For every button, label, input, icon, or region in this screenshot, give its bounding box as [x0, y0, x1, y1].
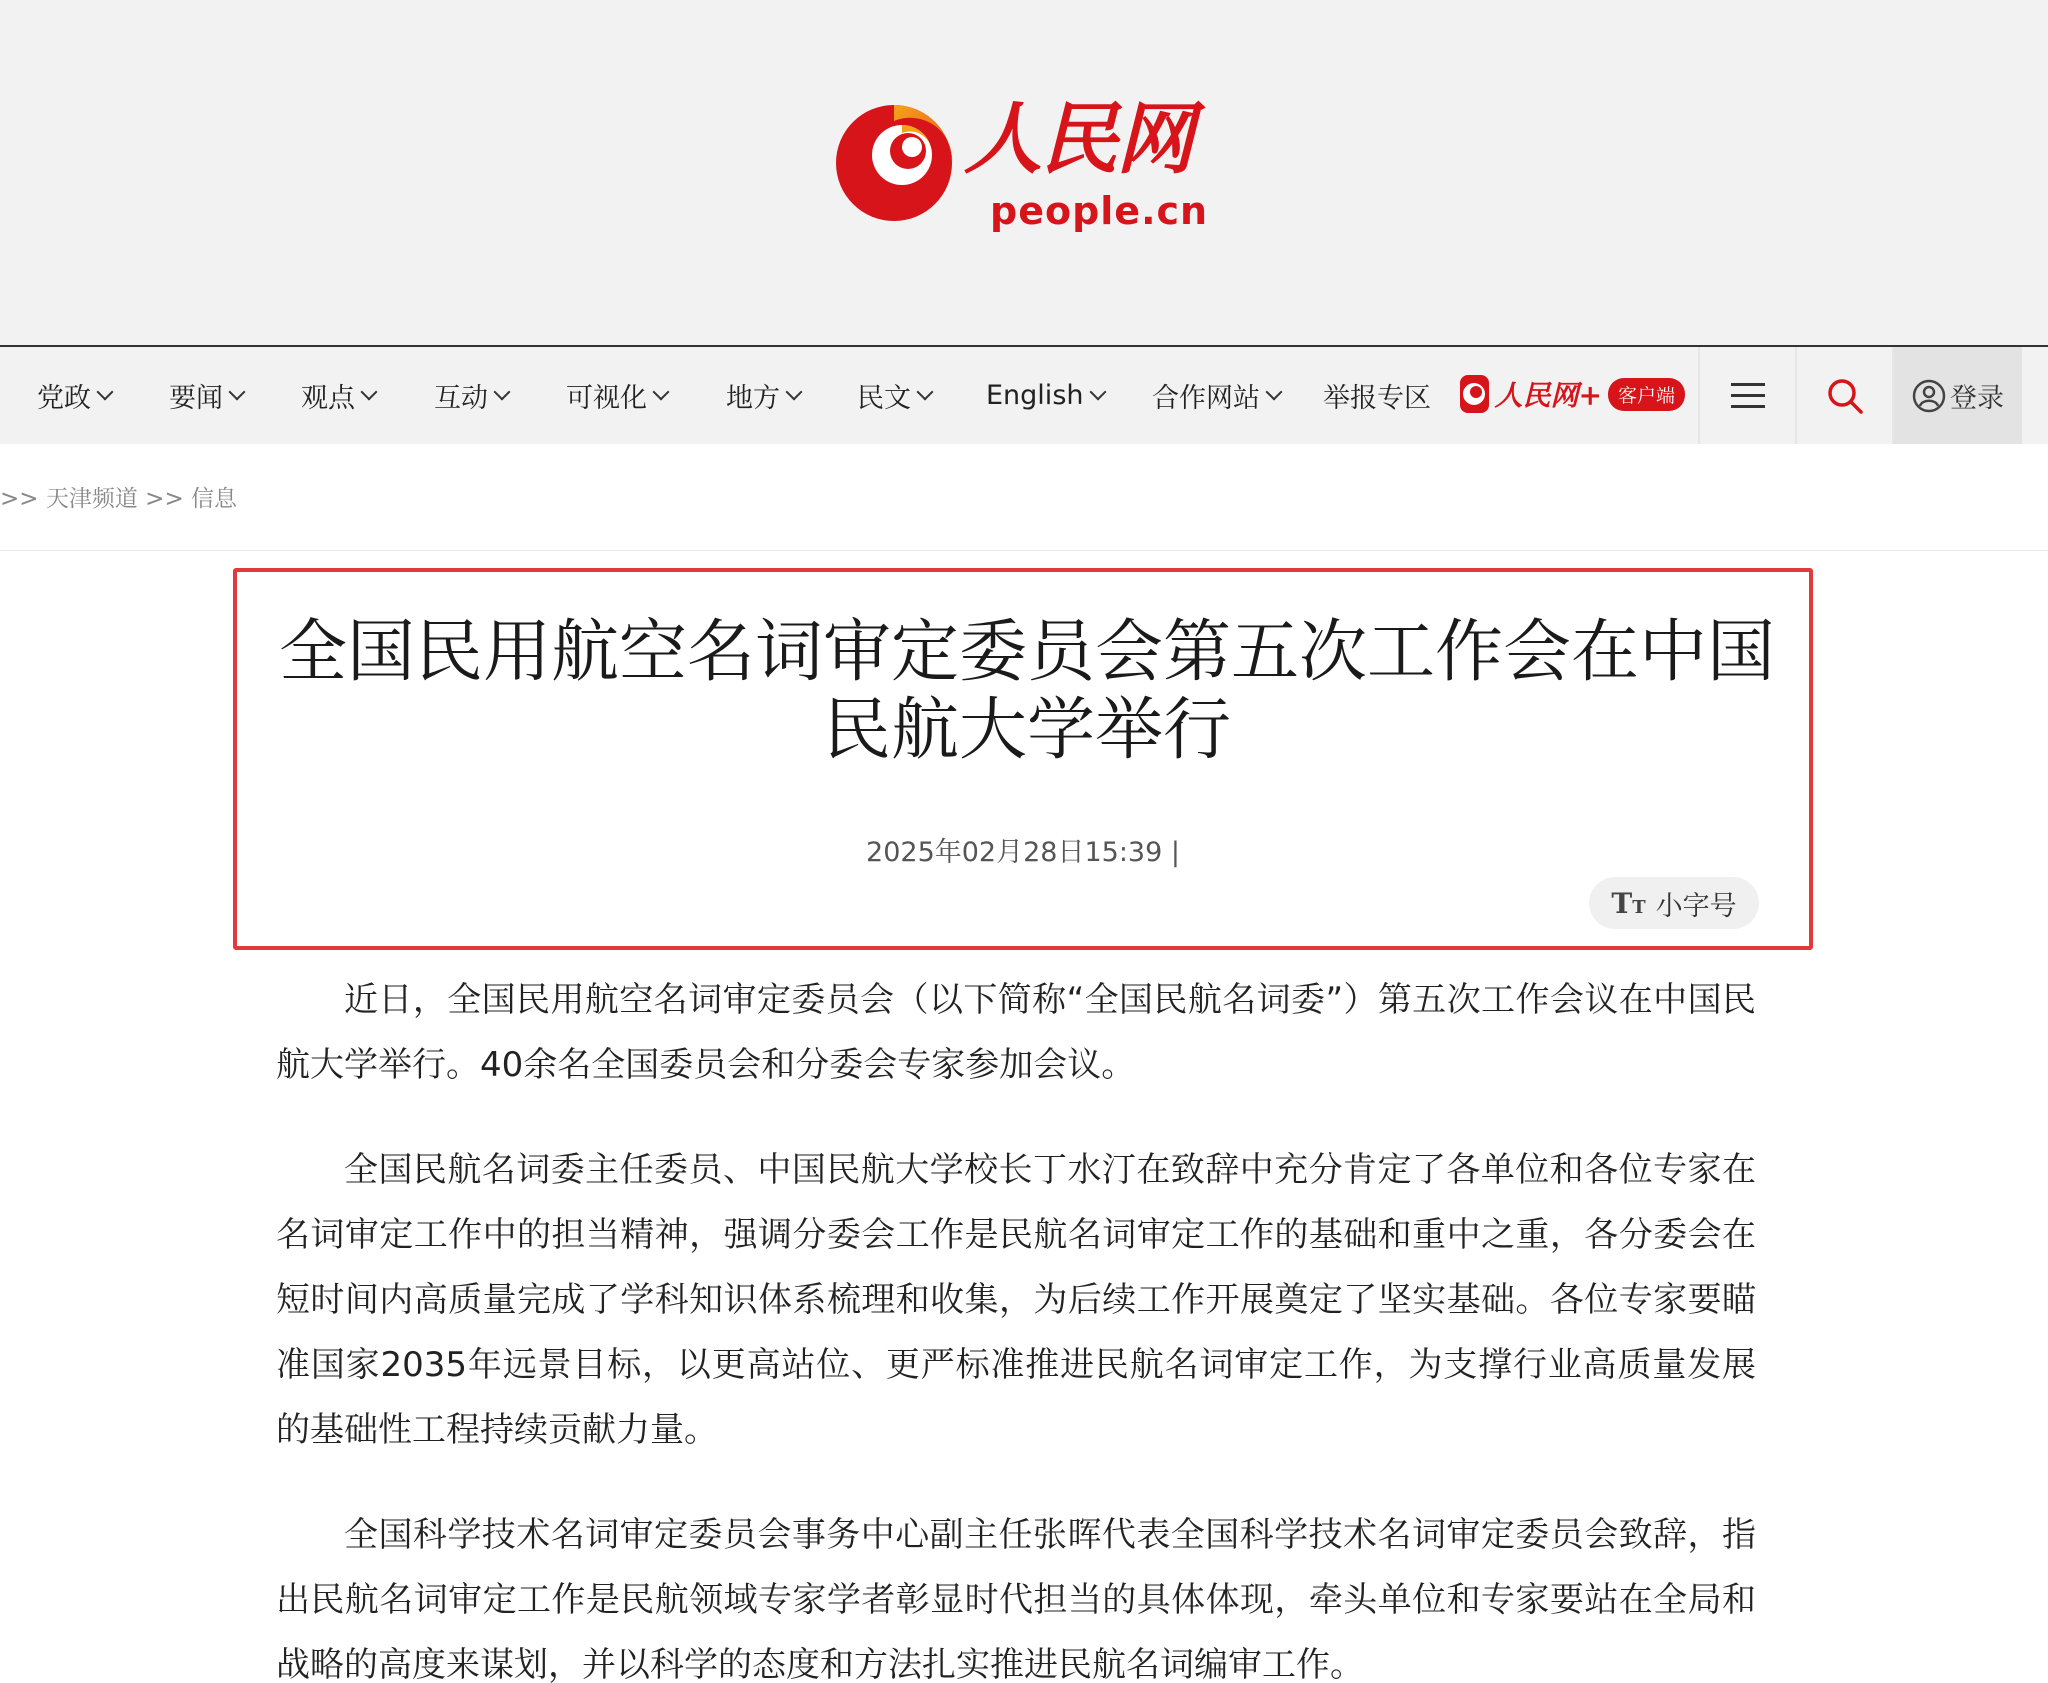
article-paragraph: 近日，全国民用航空名词审定委员会（以下简称“全国民航名词委”）第五次工作会议在中国民航大学举行。40余名全国委员会和分委会专家参加会议。	[276, 980, 1756, 1085]
nav-item-hezuo[interactable]	[1152, 347, 1280, 444]
nav-item-label: 互动	[434, 383, 488, 414]
logo-wordmark: 人民网	[964, 94, 1193, 185]
nav-item-english[interactable]	[986, 347, 1104, 444]
login-label: 登录	[1950, 383, 2004, 414]
main-nav	[0, 345, 2048, 444]
nav-item-difang[interactable]	[726, 347, 800, 444]
app-name: 人民网+	[1494, 379, 1602, 412]
nav-item-label: 党政	[37, 383, 91, 414]
nav-item-label: 举报专区	[1323, 383, 1431, 414]
chevron-down-icon	[1266, 383, 1283, 400]
nav-item-label: 要闻	[169, 383, 223, 414]
chevron-down-icon	[494, 383, 511, 400]
nav-item-label: English	[986, 380, 1084, 411]
article-paragraph: 全国民航名词委主任委员、中国民航大学校长丁水汀在致辞中充分肯定了各单位和各位专家在名词审定工作中的担当精神，强调分委会工作是民航名词审定工作的基础和重中之重，各分委会在短时间内高质量完成了学科知识体系梳理和收集，为后续工作开展奠定了坚实基础。各位专家要瞄准国家2035年远景目标，以更高站位、更严标准推进民航名词审定工作，为支撑行业高质量发展的基础性工程持续贡献力量。	[276, 1150, 1756, 1450]
menu-button[interactable]	[1700, 347, 1795, 444]
breadcrumb-section-link[interactable]: 信息	[191, 486, 238, 512]
site-logo[interactable]	[832, 92, 1209, 242]
app-client-pill: 客户端	[1608, 378, 1685, 411]
breadcrumb-separator: >>	[0, 486, 39, 512]
chevron-down-icon	[917, 383, 934, 400]
nav-item-guandian[interactable]	[301, 347, 375, 444]
chevron-down-icon	[1089, 383, 1106, 400]
nav-item-hudong[interactable]	[434, 347, 508, 444]
article-header-highlight	[233, 568, 1813, 950]
nav-item-dangzheng[interactable]	[37, 347, 111, 444]
nav-item-label: 地方	[726, 383, 780, 414]
app-client-link[interactable]	[1460, 369, 1685, 419]
breadcrumb-channel-link[interactable]: 天津频道	[45, 486, 138, 512]
breadcrumb-divider	[0, 550, 2048, 551]
user-circle-icon	[1912, 379, 1946, 413]
logo-emblem-icon	[832, 97, 962, 227]
logo-domain: people.cn	[990, 189, 1209, 233]
article-title-line: 全国民用航空名词审定委员会第五次工作会在中国	[278, 613, 1775, 692]
font-size-toggle[interactable]	[1589, 877, 1759, 929]
nav-item-label: 民文	[857, 383, 911, 414]
article-paragraph: 全国科学技术名词审定委员会事务中心副主任张晖代表全国科学技术名词审定委员会致辞，指出民航名词审定工作是民航领域专家学者彰显时代担当的具体体现，牵头单位和专家要站在全局和战略的高度来谋划，并以科学的态度和方法扎实推进民航名词编审工作。	[276, 1515, 1756, 1683]
nav-item-minwen[interactable]	[857, 347, 931, 444]
article-body	[276, 968, 1756, 1683]
login-button[interactable]	[1894, 347, 2022, 444]
article-title-line: 民航大学举行	[822, 691, 1231, 770]
hamburger-icon	[1731, 383, 1765, 409]
chevron-down-icon	[653, 383, 670, 400]
nav-item-keshihua[interactable]	[566, 347, 667, 444]
nav-item-yaowen[interactable]	[169, 347, 243, 444]
app-logo-icon	[1460, 375, 1489, 413]
breadcrumb-separator: >>	[145, 486, 184, 512]
font-size-toggle-label: 小字号	[1655, 890, 1737, 922]
breadcrumb	[0, 480, 237, 513]
nav-item-jubao[interactable]	[1323, 347, 1431, 444]
site-header	[0, 0, 2048, 345]
chevron-down-icon	[229, 383, 246, 400]
article-title	[277, 614, 1777, 770]
chevron-down-icon	[97, 383, 114, 400]
search-button[interactable]	[1797, 347, 1892, 444]
nav-item-label: 可视化	[566, 383, 647, 414]
nav-item-label: 观点	[301, 383, 355, 414]
search-icon	[1826, 377, 1864, 415]
text-size-icon: TT	[1611, 886, 1646, 920]
nav-item-label: 合作网站	[1152, 383, 1260, 414]
article-datetime: 2025年02月28日15:39 |	[866, 837, 1180, 868]
chevron-down-icon	[786, 383, 803, 400]
chevron-down-icon	[361, 383, 378, 400]
